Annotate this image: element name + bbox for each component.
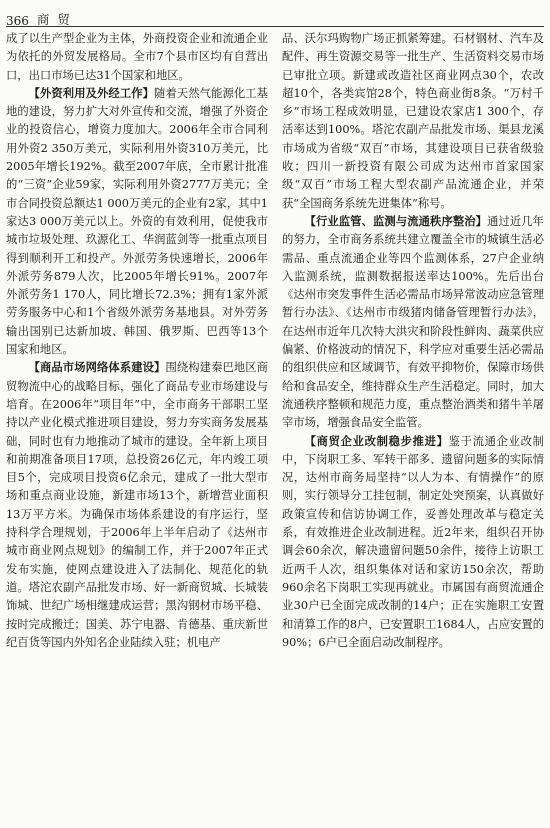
paragraph-text: 鉴于流通企业改制中，下岗职工多、军转干部多、遗留问题多的实际情况，达州市商务局坚持“以人为本、有情操作”的原则，实行领导分工挂包制，制定处突预案，认真做好政策宣传和信访协调工作，妥善处理改革与稳定关系，有效推进企业改制进程。近2年来，组织召开协调会60余次，解决遗留问题50余件，接待上访职工近两千人次，组织集体对话和家访150余次，帮助960余名下岗职工实现再就业。市属国有商贸流通企业30户已全面完成改制的14户；正在实施职工安置和清算工作的8户，已安置职工1684人，占应安置的90%；6户已全面启动改制程序。 xyxy=(282,434,544,649)
section-heading: 【商品市场网络体系建设】 xyxy=(28,361,166,375)
paragraph-text: 随着天然气能源化工基地的建设，努力扩大对外宣传和交流，增强了外资企业的投资信心，增资力度加大。2006年全市合同利用外资2 350万美元，实际利用外资310万美元，比2005年增长192%。截至2007年底，全市累计批准的“三资”企业59家，实际利用外资2777万美元；全市合同投资总额达1 000万美元的企业有2家，其中1家达3 000万美元以上。外资的有效利用，促使我市城市垃圾处理、玖源化工、华润蓝剑等一批重点项目得到顺利开工和投产。外派劳务快速增长，2006年外派劳务879人次，比2005年增长91%。2007年外派劳务1 170人，同比增长72.3%；拥有1家外派劳务服务中心和1个省级外派劳务基地县。对外劳务输出国别已达新加坡、韩国、俄罗斯、巴西等13个国家和地区。 xyxy=(6,86,268,357)
paragraph-text: 成了以生产型企业为主体，外商投资企业和流通企业为依托的外贸发展格局。全市7个县市区均有自营出口，出口市场已达31个国家和地区。 xyxy=(6,32,268,82)
paragraph-text: 围绕构建秦巴地区商贸物流中心的战略目标，强化了商品专业市场建设与培育。在2006年“项目年”中，全市商务干部职工坚持以产业化模式推进项目建设，努力夯实商务发展基础，同时也有力地推动了城市的建设。全年新上项目和前期准备项目17项，总投资26亿元，年内竣工项目5个，完成项目投资6亿余元，建成了一批大型市场和重点商业设施，新建市场13个，新增营业面积13万平方米。为确保市场体系建设的有序运行，坚持科学合理规划，于2006年上半年启动了《达州市城市商业网点规划》的编制工作，并于2007年正式发布实施，使网点建设进入了法制化、规范化的轨道。塔沱农副产品批发市场、好一新商贸城、长城装饰城、世纪广场相继建成运营；黑沟钢材市场平稳、按时完成搬迁；国美、苏宁电器、肯德基、重庆新世纪百货等国内外知名企业陆续入驻；机电产 xyxy=(6,361,268,649)
article-paragraph xyxy=(6,359,268,652)
article-paragraph xyxy=(6,85,268,359)
section-heading: 【行业监管、监测与流通秩序整治】 xyxy=(304,214,488,228)
article-paragraph xyxy=(282,433,544,653)
text-columns xyxy=(6,30,544,652)
section-title: 商贸 xyxy=(36,12,78,27)
section-heading: 【外资利用及外经工作】 xyxy=(28,86,155,100)
paragraph-text: 品、沃尔玛购物广场正抓紧筹建。石材钢材、汽车及配件、再生资源交易等一批生产、生活资料交易市场已审批立项。新建或改造社区商业网点30个，农改超10个，各类宾馆28个，特色商业街8条。“万村千乡”市场工程成效明显，已建设农家店1 300个，存活率达到100%。塔沱农副产品批发市场、渠县龙溪市场成为省级“双百”市场，其建设项目已获省级验收；四川一新投资有限公司成为达州市首家国家级“双百”市场工程大型农副产品流通企业，并荣获“全国商务系统先进集体”称号。 xyxy=(282,32,544,210)
section-heading: 【商贸企业改制稳步推进】 xyxy=(304,434,449,448)
continued-paragraph xyxy=(6,30,268,85)
left-column xyxy=(6,30,268,652)
paragraph-text: 通过近几年的努力，全市商务系统共建立覆盖全市的城镇生活必需品、重点流通企业等四个监测体系，27户企业纳入监测系统，监测数据报送率达100%。先后出台《达州市突发事件生活必需品市场异常波动应急管理暂行办法》、《达州市市级猪肉储备管理暂行办法》，在达州市近年几次特大洪灾和阶段性鲜肉、蔬菜供应偏紧、价格波动的情况下，科学应对重要生活必需品的组织供应和区域调节，有效平抑物价，保障市场供给和食品安全，维持群众生产生活稳定。同时，加大流通秩序整顿和规范力度，重点整治酒类和猪牛羊屠宰市场，增强食品安全监管。 xyxy=(282,214,544,430)
header-rule xyxy=(6,26,544,27)
article-paragraph xyxy=(282,213,544,433)
continued-paragraph xyxy=(282,30,544,213)
right-column xyxy=(282,30,544,652)
page-number: 366 xyxy=(6,14,29,28)
running-header xyxy=(6,4,544,28)
